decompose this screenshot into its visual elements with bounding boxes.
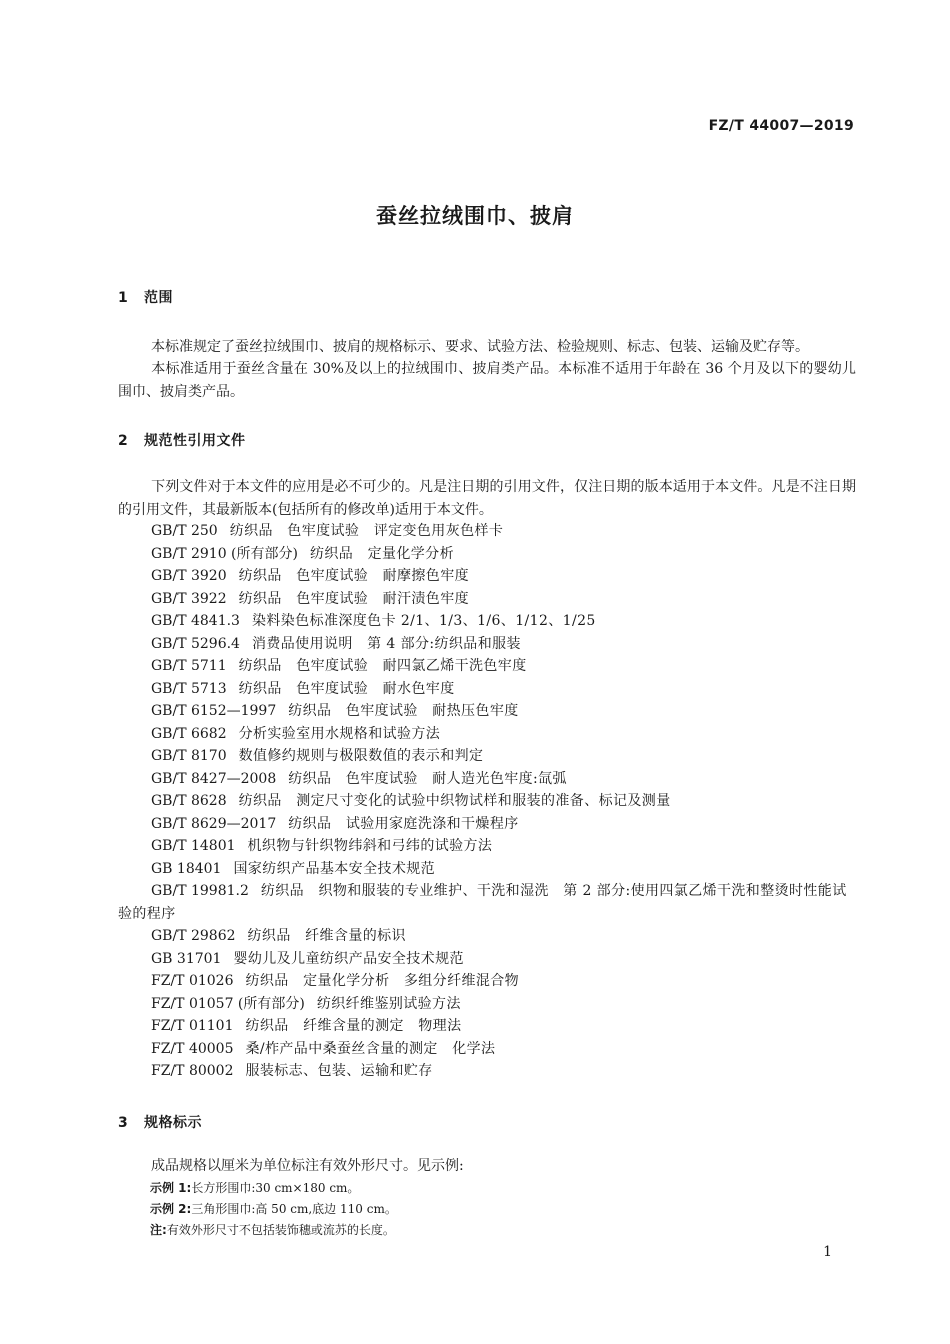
standard-code: FZ/T 44007—2019 (708, 118, 854, 134)
section-3-number: 3 (118, 1115, 129, 1131)
reference-code: GB/T 4841.3 (151, 613, 240, 629)
reference-item (118, 880, 856, 925)
reference-title: 染料染色标准深度色卡 2/1、1/3、1/6、1/12、1/25 (251, 613, 596, 629)
section-1-paragraph-2 (118, 358, 856, 403)
section-2-intro (118, 476, 856, 521)
reference-code: FZ/T 01101 (151, 1018, 234, 1034)
example-1 (150, 1178, 359, 1199)
example-2 (150, 1199, 397, 1220)
reference-code: FZ/T 40005 (151, 1040, 234, 1057)
reference-code: GB/T 14801 (151, 838, 236, 854)
reference-title: 分析实验室用水规格和试验方法 (238, 725, 441, 742)
reference-item (118, 948, 856, 971)
reference-code: GB 18401 (151, 860, 222, 877)
reference-code: GB/T 250 (151, 523, 218, 539)
reference-item (118, 655, 856, 678)
section-3-title: 规格标示 (144, 1115, 202, 1131)
reference-title: 纺织品 定量化学分析 (309, 545, 454, 562)
normative-references-list (118, 520, 856, 1083)
reference-title: 纺织品 纤维含量的标识 (247, 928, 406, 944)
reference-item (118, 723, 856, 746)
section-1-paragraph-1 (118, 336, 856, 359)
reference-item (118, 813, 856, 836)
reference-title: 纺织品 色牢度试验 耐汗渍色牢度 (238, 590, 470, 607)
reference-title: 纺织纤维鉴别试验方法 (316, 995, 461, 1012)
section-1-title: 范围 (144, 290, 173, 306)
reference-code: FZ/T 01057 (所有部分) (151, 995, 305, 1012)
example-2-text: 三角形围巾:高 50 cm,底边 110 cm。 (191, 1202, 397, 1216)
note-label: 注: (150, 1223, 167, 1237)
example-1-label: 示例 1: (150, 1181, 192, 1195)
reference-title: 纺织品 色牢度试验 耐水色牢度 (238, 680, 455, 697)
section-1-heading (118, 287, 173, 307)
reference-code: GB/T 8629—2017 (151, 815, 277, 832)
reference-code: GB 31701 (151, 950, 222, 967)
example-2-label: 示例 2: (150, 1202, 192, 1216)
reference-title: 纺织品 定量化学分析 多组分纤维混合物 (245, 973, 520, 989)
reference-title: 纺织品 织物和服装的专业维护、干洗和湿洗 第 2 部分:使用四氯乙烯干洗和整烫时性能试验的程序 (118, 883, 847, 922)
section-1-paragraph-2-text: 本标准适用于蚕丝含量在 30%及以上的拉绒围巾、披肩类产品。本标准不适用于年龄在 36 个月及以下的婴幼儿围巾、披肩类产品。 (118, 361, 856, 400)
reference-code: GB/T 3920 (151, 568, 227, 584)
reference-item (118, 745, 856, 768)
reference-item (118, 993, 856, 1016)
section-2-intro-text: 下列文件对于本文件的应用是必不可少的。凡是注日期的引用文件，仅注日期的版本适用于本文件。凡是不注日期的引用文件，其最新版本(包括所有的修改单)适用于本文件。 (118, 479, 856, 518)
reference-item (118, 565, 856, 588)
reference-item (118, 633, 856, 656)
reference-code: GB/T 5296.4 (151, 635, 240, 652)
reference-code: GB/T 8427—2008 (151, 770, 277, 787)
reference-title: 纺织品 色牢度试验 耐人造光色牢度:氙弧 (288, 770, 567, 787)
section-3-paragraph (118, 1155, 856, 1178)
reference-item (118, 835, 856, 858)
reference-item (118, 1015, 856, 1038)
note (150, 1220, 395, 1241)
reference-code: GB/T 3922 (151, 590, 227, 607)
reference-code: GB/T 2910 (所有部分) (151, 545, 298, 562)
note-text: 有效外形尺寸不包括装饰穗或流苏的长度。 (166, 1223, 395, 1237)
reference-code: GB/T 5711 (151, 658, 227, 674)
reference-title: 纺织品 色牢度试验 耐热压色牢度 (288, 703, 519, 719)
reference-item (118, 1060, 856, 1083)
reference-item (118, 543, 856, 566)
reference-code: GB/T 29862 (151, 928, 236, 944)
reference-code: GB/T 6682 (151, 725, 227, 742)
section-3-heading (118, 1112, 202, 1132)
reference-code: GB/T 5713 (151, 680, 227, 697)
reference-code: GB/T 8170 (151, 748, 227, 764)
reference-item (118, 520, 856, 543)
section-2-heading (118, 430, 246, 450)
reference-item (118, 970, 856, 993)
reference-title: 服装标志、包装、运输和贮存 (245, 1063, 433, 1079)
reference-title: 纺织品 纤维含量的测定 物理法 (245, 1018, 462, 1034)
reference-code: FZ/T 01026 (151, 973, 234, 989)
reference-item (118, 610, 856, 633)
reference-title: 桑/柞产品中桑蚕丝含量的测定 化学法 (245, 1040, 496, 1057)
section-2-number: 2 (118, 433, 129, 449)
reference-title: 消费品使用说明 第 4 部分:纺织品和服装 (251, 635, 521, 652)
section-1-number: 1 (118, 290, 129, 306)
page-number: 1 (823, 1244, 832, 1260)
reference-item (118, 768, 856, 791)
section-3-paragraph-text: 成品规格以厘米为单位标注有效外形尺寸。见示例: (151, 1158, 464, 1174)
reference-item (118, 790, 856, 813)
reference-title: 机织物与针织物纬斜和弓纬的试验方法 (247, 838, 493, 854)
reference-item (118, 678, 856, 701)
reference-item (118, 925, 856, 948)
reference-title: 纺织品 色牢度试验 耐四氯乙烯干洗色牢度 (238, 658, 527, 674)
reference-code: GB/T 19981.2 (151, 883, 249, 899)
document-title: 蚕丝拉绒围巾、披肩 (376, 204, 574, 228)
section-1-paragraph-1-text: 本标准规定了蚕丝拉绒围巾、披肩的规格标示、要求、试验方法、检验规则、标志、包装、运输及贮存等。 (151, 339, 809, 355)
reference-item (118, 858, 856, 881)
reference-code: GB/T 8628 (151, 793, 227, 809)
reference-title: 纺织品 测定尺寸变化的试验中织物试样和服装的准备、标记及测量 (238, 793, 671, 809)
example-1-text: 长方形围巾:30 cm×180 cm。 (191, 1181, 360, 1195)
reference-title: 数值修约规则与极限数值的表示和判定 (238, 748, 484, 764)
reference-title: 纺织品 色牢度试验 耐摩擦色牢度 (238, 568, 470, 584)
reference-title: 国家纺织产品基本安全技术规范 (233, 860, 436, 877)
reference-title: 纺织品 色牢度试验 评定变色用灰色样卡 (229, 523, 504, 539)
reference-item (118, 700, 856, 723)
reference-code: GB/T 6152—1997 (151, 703, 277, 719)
reference-title: 纺织品 试验用家庭洗涤和干燥程序 (288, 815, 519, 832)
reference-item (118, 1038, 856, 1061)
reference-item (118, 588, 856, 611)
reference-code: FZ/T 80002 (151, 1063, 234, 1079)
section-2-title: 规范性引用文件 (144, 433, 246, 449)
reference-title: 婴幼儿及儿童纺织产品安全技术规范 (233, 950, 464, 967)
